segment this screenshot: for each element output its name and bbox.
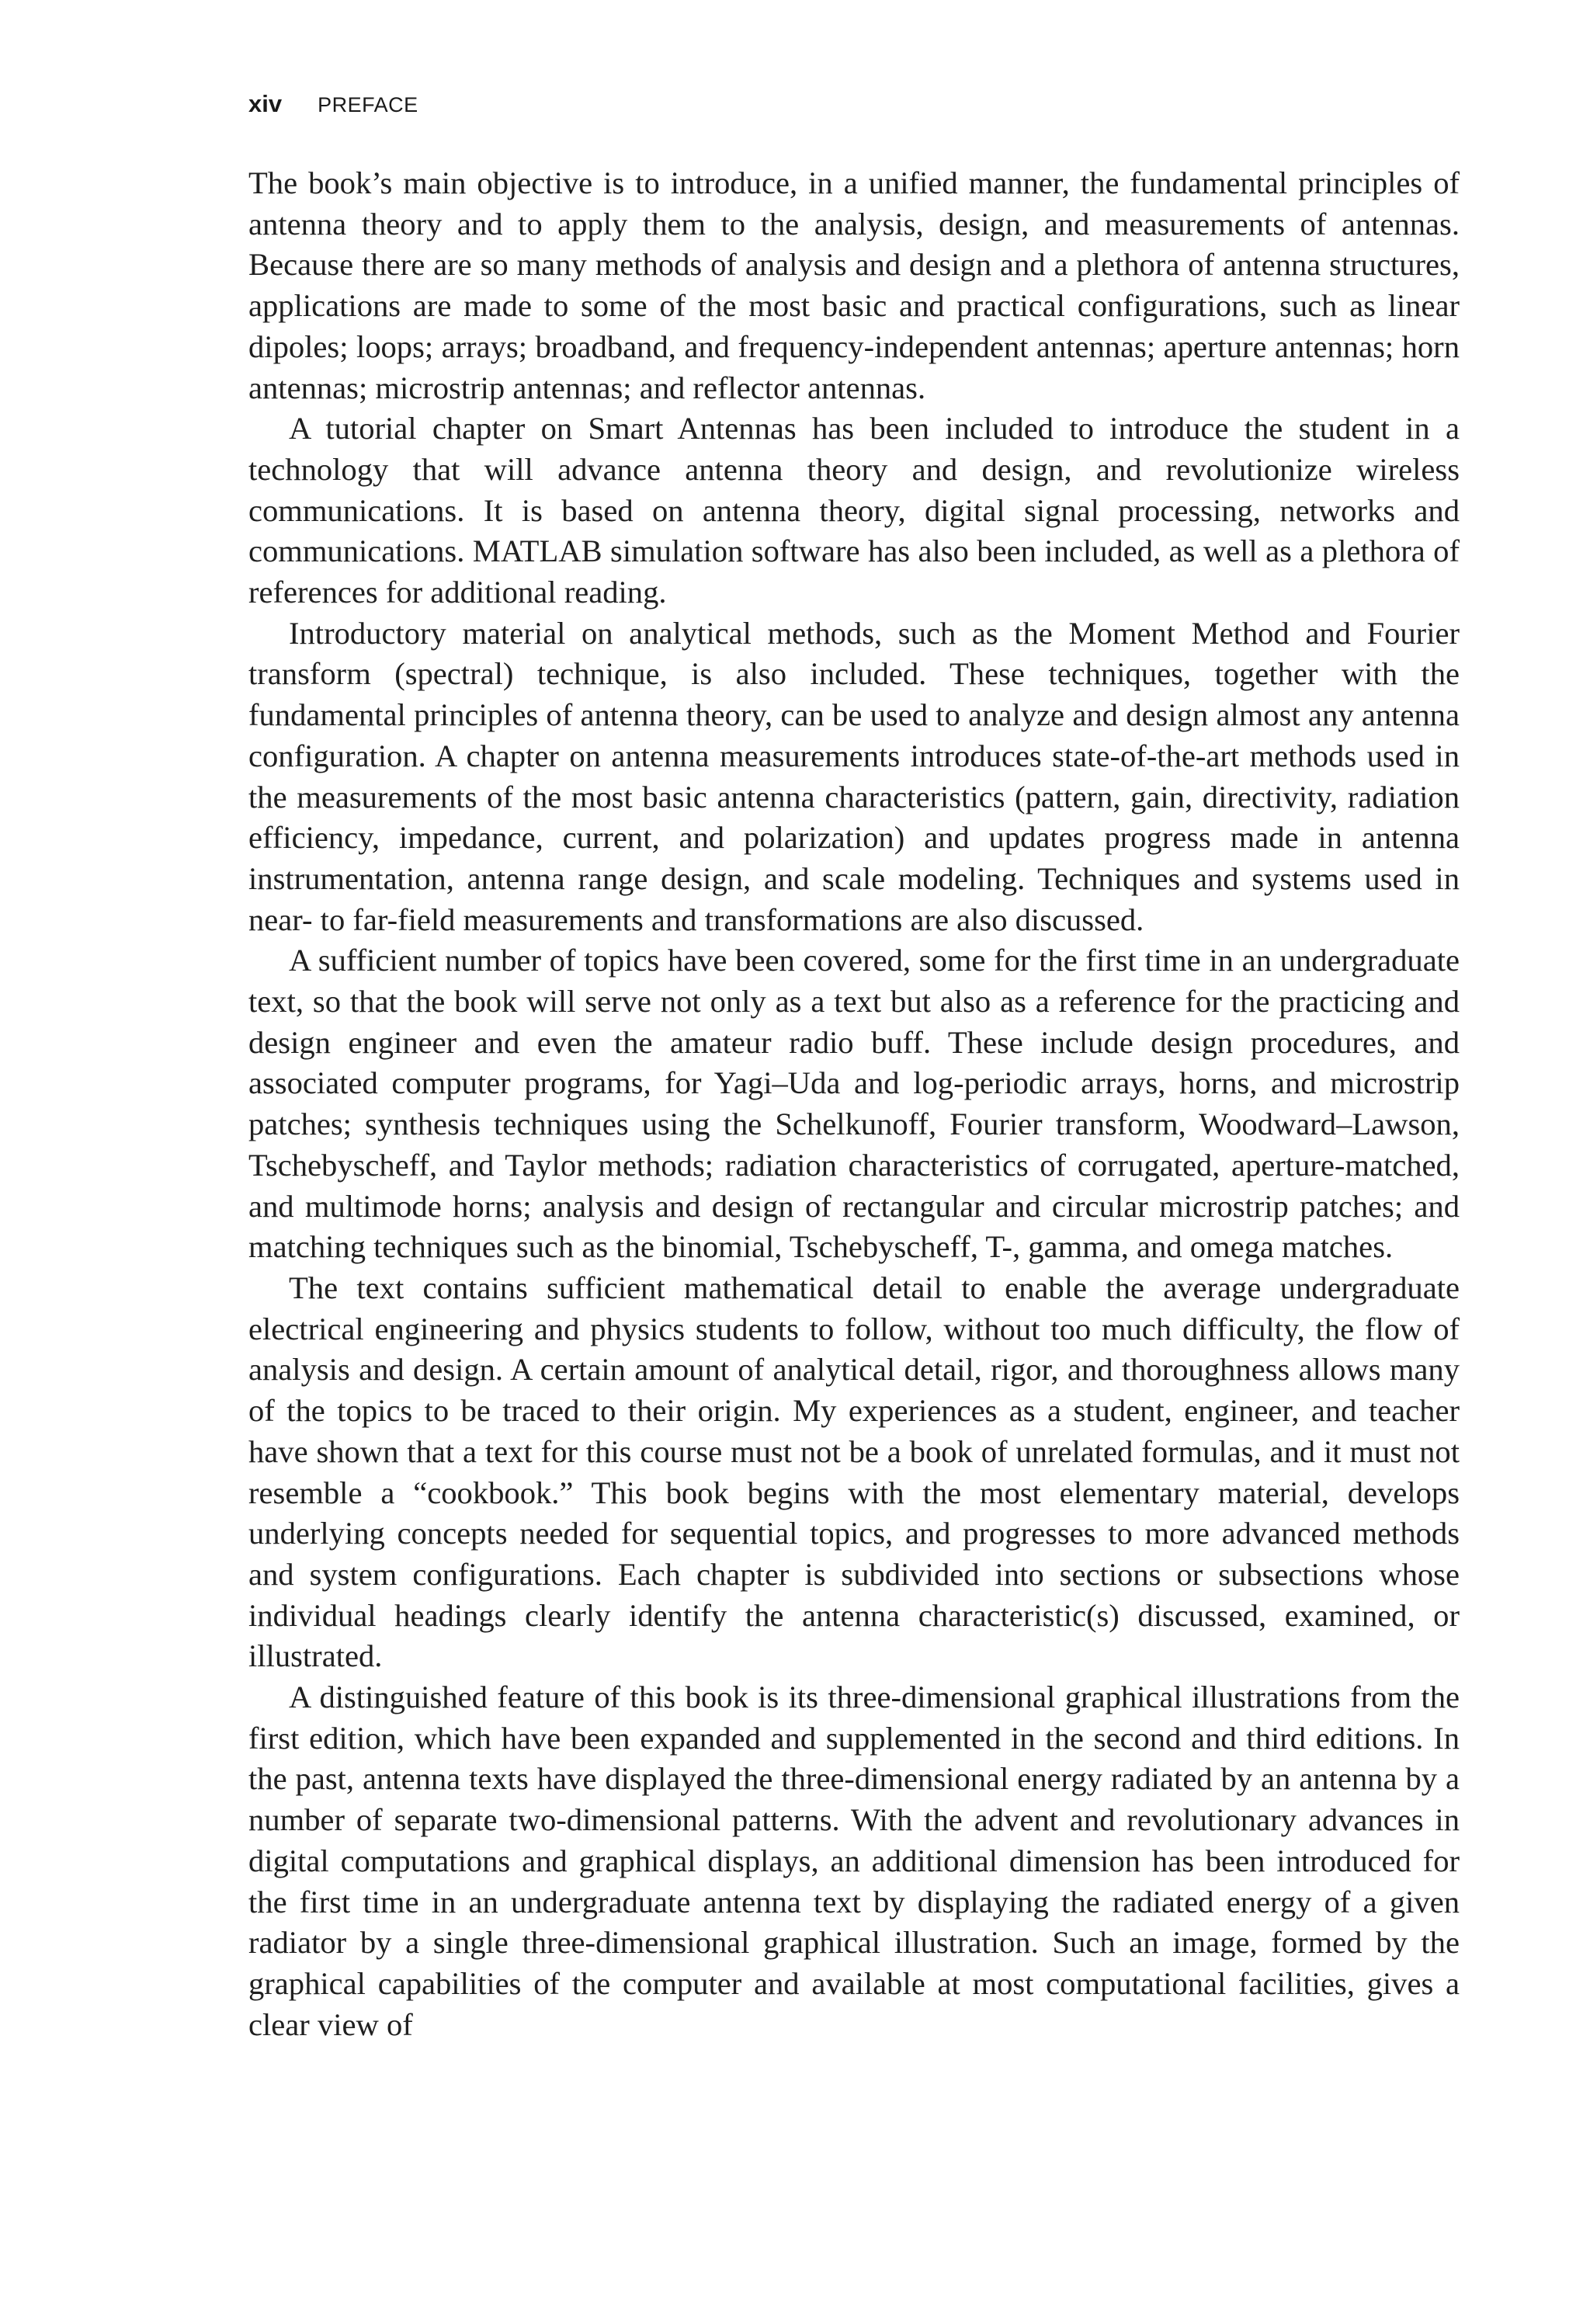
- paragraph-analytical-methods: Introductory material on analytical methods, such as the Moment Method and Fourier transform (spectral) technique, is also included. These techniques, together with the fundamental principles of antenna theory, can be used to analyze and design almost any antenna configuration. A chapter on antenna measurements introduces state-of-the-art methods used in the measurements of the most basic antenna characteristics (pattern, gain, directivity, radiation efficiency, impedance, current, and polarization) and updates progress made in antenna instrumentation, antenna range design, and scale modeling. Techniques and systems used in near- to far-field measurements and transformations are also discussed.: [248, 615, 1460, 937]
- paragraph-objective: The book’s main objective is to introduce, in a unified manner, the fundamental principles of antenna theory and to apply them to the analysis, design, and measurements of antennas. Because there are so many methods of analysis and design and a plethora of antenna structures, applications are made to some of the most basic and practical configurations, such as linear dipoles; loops; arrays; broadband, and frequency-independent antennas; aperture antennas; horn antennas; microstrip antennas; and reflector antennas.: [248, 165, 1460, 405]
- running-title: PREFACE: [318, 93, 418, 116]
- body-text: [248, 163, 1460, 2045]
- paragraph-mathematical-detail: The text contains sufficient mathematical detail to enable the average undergraduate electrical engineering and physics students to follow, without too much difficulty, the flow of analysis and design. A certain amount of analytical detail, rigor, and thoroughness allows many of the topics to be traced to their origin. My experiences as a student, engineer, and teacher have shown that a text for this course must not be a book of unrelated formulas, and it must not resemble a “cookbook.” This book begins with the most elementary material, develops underlying concepts needed for sequential topics, and progresses to more advanced methods and system configurations. Each chapter is subdivided into sections or subsections whose individual headings clearly identify the antenna characteristic(s) discussed, examined, or illustrated.: [248, 1270, 1460, 1674]
- running-head: [248, 90, 418, 121]
- paragraph-topics-covered: A sufficient number of topics have been covered, some for the first time in an undergraduate text, so that the book will serve not only as a text but also as a reference for the practicing and design engineer and even the amateur radio buff. These include design procedures, and associated computer programs, for Yagi–Uda and log-periodic arrays, horns, and microstrip patches; synthesis techniques using the Schelkunoff, Fourier transform, Woodward–Lawson, Tschebyscheff, and Taylor methods; radiation characteristics of corrugated, aperture-matched, and multimode horns; analysis and design of rectangular and circular microstrip patches; and matching techniques such as the binomial, Tschebyscheff, T-, gamma, and omega matches.: [248, 943, 1460, 1265]
- paragraph-3d-illustrations: A distinguished feature of this book is its three-dimensional graphical illustrations from the first edition, which have been expanded and supplemented in the second and third editions. In the past, antenna texts have displayed the three-dimensional energy radiated by an antenna by a number of separate two-dimensional patterns. With the advent and revolutionary advances in digital computations and graphical displays, an additional dimension has been introduced for the first time in an undergraduate antenna text by displaying the radiated energy of a given radiator by a single three-dimensional graphical illustration. Such an image, formed by the graphical capabilities of the computer and available at most computational facilities, gives a clear view of: [248, 1680, 1460, 2042]
- page-number: xiv: [248, 90, 283, 117]
- paragraph-smart-antennas: A tutorial chapter on Smart Antennas has been included to introduce the student in a technology that will advance antenna theory and design, and revolutionize wireless communications. It is based on antenna theory, digital signal processing, networks and communications. MATLAB simulation software has also been included, as well as a plethora of references for additional reading.: [248, 411, 1460, 610]
